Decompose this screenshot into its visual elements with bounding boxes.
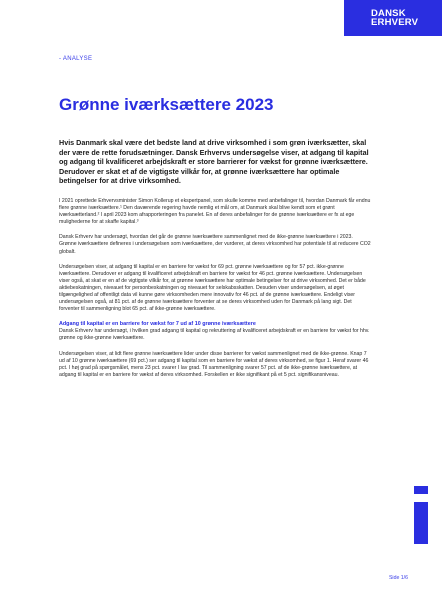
page-progress-bars [414,486,428,544]
body-paragraph-4: Dansk Erhverv har undersøgt, i hvilken grad adgang til kapital og rekruttering af kvalificeret arbejdskraft er en barriere for vækst for hhv. grønne og ikke-grønne iværksættere. [59,328,370,342]
body-paragraph-5: Undersøgelsen viser, at lidt flere grønne iværksættere lider under disse barrierer for vækst sammenlignet med de ikke-grønne. Knap 7 ud af 10 grønne iværksættere (69 pct.) ser adgang til kapital som en barriere for vækst af deres virksomhed, se figur 1. Heraf svarer 46 pct. I høj grad på spørgsmålet, mens 23 pct. svarer I lav grad. Til sammenligning svarer 57 pct. af de ikke-grønne iværksættere, at adgang til kapital er en barriere for vækst af deres virksomhed. Forskellen er ikke signifikant på et 5 pct. signifikansniveau. [59,350,369,378]
progress-bar-segment [414,502,428,544]
dansk-erhverv-logo [344,0,442,36]
article-body [59,138,371,387]
progress-bar-segment [414,486,428,494]
lead-paragraph: Hvis Danmark skal være det bedste land at drive virksomhed i som grøn iværksætter, skal der være de rette forudsætninger. Dansk Erhvervs undersøgelse viser, at adgang til kapital og adgang til kvalificeret arbejdskraft er store barrierer for vækst for grønne iværksættere. Derudover er skat et af de vigtigste vilkår for, at grønne iværksættere har optimale betingelser for at drive virksomhed. [59,138,369,186]
section-subheading: Adgang til kapital er en barriere for vækst for 7 ud af 10 grønne iværksættere [59,321,256,328]
section-tag: - ANALYSE [59,56,93,62]
page-title: Grønne iværksættere 2023 [59,95,274,114]
logo-line-2: ERHVERV [371,17,419,28]
body-paragraph-3: Undersøgelsen viser, at adgang til kapital er en barriere for vækst for 69 pct. grønne iværksættere og for 57 pct. ikke-grønne iværksættere. Derudover er adgang til kvalificeret arbejdskraft en barriere for vækst for 46 pct. grønne iværksættere. Undersøgelsen viser også, at skat er en af de vigtigste vilkår for, at grønne iværksættere har optimale betingelser for at drive virksomhed. Det er både aktiebeskatningen, niveauet for personbeskatningen og niveauet for selskabsskatten. Desuden viser undersøgelsen, at øget tilgængelighed af offentligt data vil kunne gøre virksomheden mere innovativ for 46 pct. af de grønne iværksættere. Endeligt viser undersøgelsen også, at 81 pct. af de grønne iværksættere forventer at se deres virksomhed uden for Danmark på lang sigt. Det forventer til sammenligning blot 65 pct. af ikke-grønne iværksættere. [59,263,366,313]
body-paragraph-2: Dansk Erhverv har undersøgt, hvordan det går de grønne iværksættere sammenlignet med de ikke-grønne iværksættere i 2023. Grønne iværksættere defineres i undersøgelsen som iværksættere, der vurderer, at deres virksomhed har potentiale til at reducere CO2 globalt. [59,234,371,255]
page-number: Side 1/6 [388,575,408,581]
body-paragraph-1: I 2021 oprettede Erhvervsminister Simon Kollerup et ekspertpanel, som skulle komme med anbefalinger til, hvordan Danmark får endnu flere grønne iværksættere.¹ Den daværende regering havde nemlig et mål om, at Danmark skal blive kendt som et grønt iværksætterland.² I april 2023 kom afrapporteringen fra panelet. En af deres anbefalinger for de grønne iværksættere er fx at ege mulighederne for at skaffe kapital.³ [59,197,371,226]
logo-line-1: DANSK [371,8,406,19]
